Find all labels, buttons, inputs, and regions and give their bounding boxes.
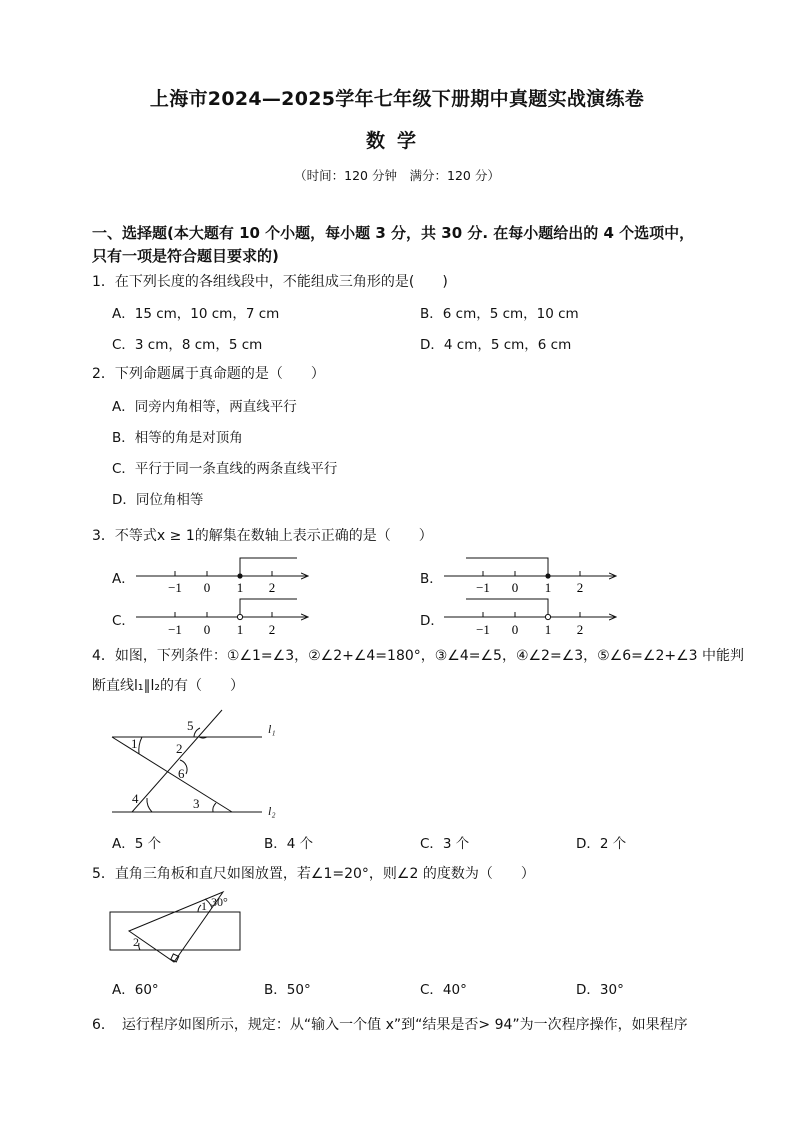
- svg-text:l₁: l₁: [268, 722, 276, 736]
- question-4-line2: 断直线l₁∥l₂的有（ ）: [92, 678, 245, 694]
- ruler-triangle-labels: [133, 895, 228, 949]
- number-line-b: [444, 558, 616, 595]
- q5-option-b: B．50°: [264, 982, 311, 998]
- q2-option-c: C．平行于同一条直线的两条直线平行: [112, 461, 338, 477]
- q2-option-a: A．同旁内角相等，两直线平行: [112, 399, 297, 415]
- q3-option-c: C．: [112, 613, 135, 629]
- parallel-lines-labels: [131, 718, 276, 818]
- section-heading-line1: 一、选择题(本大题有 10 个小题，每小题 3 分，共 30 分. 在每小题给出的 4 个选项中，: [92, 224, 695, 242]
- subject-title: 数学: [365, 130, 428, 152]
- tick-label: 2: [576, 580, 584, 595]
- tick-label: 2: [576, 622, 584, 637]
- q1-option-b: B．6 cm，5 cm，10 cm: [420, 306, 579, 322]
- tick-label: 1: [236, 580, 244, 595]
- number-line-c: [136, 599, 308, 637]
- svg-text:1: 1: [201, 899, 207, 913]
- svg-text:l₂: l₂: [268, 804, 276, 818]
- q5-option-c: C．40°: [420, 982, 467, 998]
- q3-option-a: A．: [112, 571, 135, 587]
- q3-option-d: D．: [420, 613, 444, 629]
- number-line-a: [136, 558, 308, 595]
- tick-label: −1: [168, 580, 182, 595]
- tick-label: 1: [544, 580, 552, 595]
- svg-text:3: 3: [193, 796, 200, 811]
- q4-option-a: A．5 个: [112, 836, 162, 852]
- tick-label: −1: [476, 622, 490, 637]
- page-title: 上海市2024—2025学年七年级下册期中真题实战演练卷: [149, 88, 645, 110]
- svg-text:6: 6: [178, 766, 185, 781]
- svg-text:2: 2: [176, 741, 183, 756]
- q1-option-d: D．4 cm，5 cm，6 cm: [420, 337, 572, 353]
- q5-option-a: A．60°: [112, 982, 159, 998]
- q4-option-c: C．3 个: [420, 836, 470, 852]
- q1-option-c: C．3 cm，8 cm，5 cm: [112, 337, 263, 353]
- svg-text:30°: 30°: [211, 895, 228, 909]
- svg-text:1: 1: [131, 736, 138, 751]
- tick-label: 0: [203, 580, 211, 595]
- q4-option-d: D．2 个: [576, 836, 627, 852]
- svg-text:5: 5: [187, 718, 194, 733]
- question-3-stem: 3．不等式x ≥ 1的解集在数轴上表示正确的是（ ）: [92, 528, 433, 544]
- q4-option-b: B．4 个: [264, 836, 314, 852]
- tick-label: 2: [268, 580, 276, 595]
- tick-label: 1: [236, 622, 244, 637]
- q2-option-d: D．同位角相等: [112, 492, 204, 508]
- q1-option-a: A．15 cm，10 cm，7 cm: [112, 306, 280, 322]
- question-6-stem: 6． 运行程序如图所示，规定：从“输入一个值 x”到“结果是否> 94”为一次程序操作，如果程序: [92, 1017, 688, 1033]
- tick-label: −1: [476, 580, 490, 595]
- section-heading-line2: 只有一项是符合题目要求的): [92, 247, 279, 265]
- exam-meta: （时间：120 分钟 满分：120 分）: [294, 168, 500, 183]
- tick-label: 2: [268, 622, 276, 637]
- question-5-stem: 5．直角三角板和直尺如图放置，若∠1=20°，则∠2 的度数为（ ）: [92, 866, 535, 882]
- tick-label: −1: [168, 622, 182, 637]
- svg-text:4: 4: [132, 791, 139, 806]
- question-2-stem: 2．下列命题属于真命题的是（ ）: [92, 366, 325, 382]
- tick-label: 1: [544, 622, 552, 637]
- q3-option-b: B．: [420, 571, 443, 587]
- number-line-d: [444, 599, 616, 637]
- question-4-line1: 4．如图，下列条件：①∠1=∠3，②∠2+∠4=180°，③∠4=∠5，④∠2=∠3，⑤∠6=∠2+∠3 中能判: [92, 648, 744, 664]
- tick-label: 0: [511, 580, 519, 595]
- tick-label: 0: [203, 622, 211, 637]
- question-1-stem: 1．在下列长度的各组线段中，不能组成三角形的是( ): [92, 274, 448, 290]
- q2-option-b: B．相等的角是对顶角: [112, 430, 243, 446]
- svg-text:2: 2: [133, 935, 139, 949]
- tick-label: 0: [511, 622, 519, 637]
- q5-option-d: D．30°: [576, 982, 624, 998]
